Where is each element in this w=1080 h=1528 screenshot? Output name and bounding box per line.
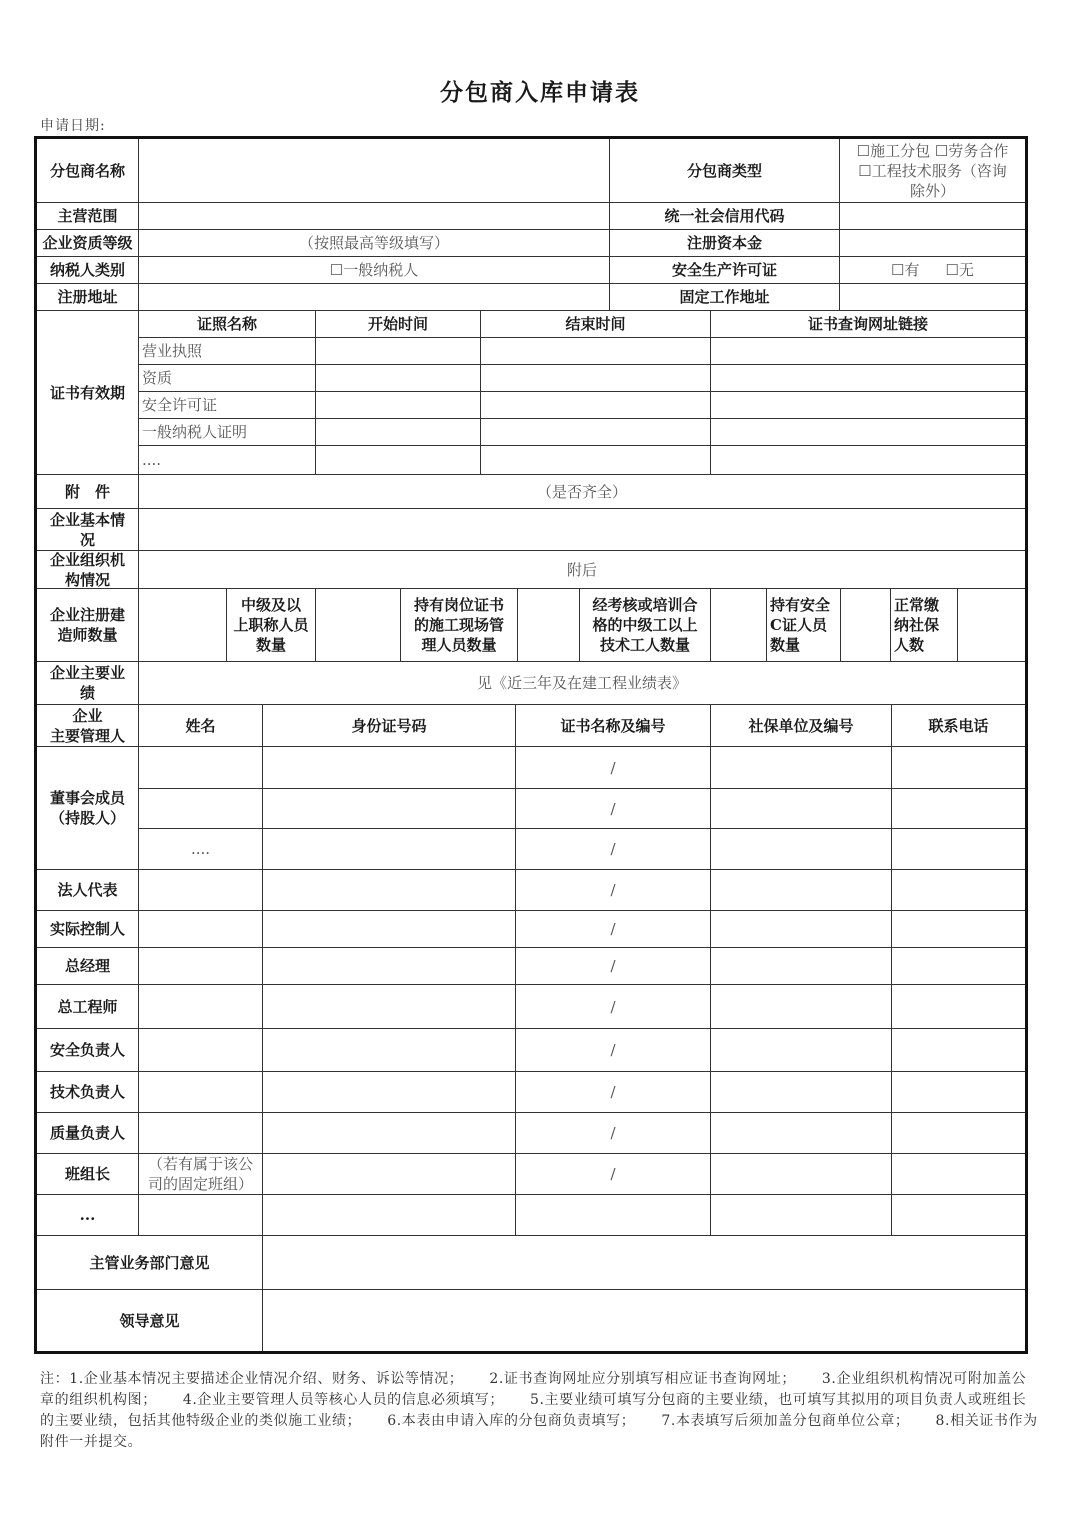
registered-constructors-label-line: 造师数量 [57, 626, 118, 644]
subcontractor-name-field[interactable] [139, 139, 610, 203]
certificate-field[interactable] [711, 446, 1025, 475]
note-4: 4.企业主要管理人员等核心人员的信息必须填写； [182, 1392, 504, 1408]
note-2: 2.证书查询网址应分别填写相应证书查询网址； [489, 1371, 796, 1387]
subcontractor-type-options-line: ☐施工分包 ☐劳务合作 [856, 141, 1009, 160]
taxpayer-type-label: 纳税人类别 [37, 257, 139, 284]
phone-field[interactable] [892, 1195, 1025, 1236]
site-managers-label-line: 理人员数量 [421, 636, 497, 654]
skilled-workers-label-line: 格的中级工以上 [592, 616, 698, 634]
managers-column-header: 社保单位及编号 [711, 705, 892, 747]
social-insurance-unit-field[interactable] [711, 829, 892, 870]
performance-label-line: 企业主要业 [49, 664, 125, 682]
certificate-number-field[interactable]: / [516, 911, 711, 948]
mid-title-staff-label-line: 数量 [255, 636, 286, 654]
social-insurance-label-line: 正常缴 [894, 596, 940, 614]
social-insurance-unit-field[interactable] [711, 1072, 892, 1113]
performance-field[interactable]: 见《近三年及在建工程业绩表》 [139, 662, 1025, 705]
id-number-field[interactable] [263, 1154, 516, 1195]
certificate-field[interactable] [481, 392, 711, 419]
id-number-field[interactable] [263, 789, 516, 829]
certificate-field[interactable] [481, 338, 711, 365]
role-label: 技术负责人 [37, 1072, 139, 1113]
performance-label-line: 绩 [79, 684, 95, 702]
qualification-field[interactable]: （按照最高等级填写） [139, 230, 610, 257]
person-name-field[interactable]: .... [139, 829, 263, 870]
person-name-field[interactable] [139, 1195, 263, 1236]
mid-title-staff-label-line: 上职称人员 [233, 616, 309, 634]
certificate-number-field[interactable]: / [516, 870, 711, 911]
site-managers-label-text [414, 595, 504, 655]
person-name-field[interactable] [139, 911, 263, 948]
phone-field[interactable] [892, 948, 1025, 985]
certificate-row-name: 资质 [139, 365, 316, 392]
business-scope-label: 主营范围 [37, 203, 139, 230]
safety-c-staff-field[interactable] [841, 589, 891, 662]
social-insurance-unit-field[interactable] [711, 1154, 892, 1195]
managers-column-header: 姓名 [139, 705, 263, 747]
social-insurance-unit-field[interactable] [711, 789, 892, 829]
skilled-workers-label [580, 589, 711, 662]
leader-opinion-field[interactable] [263, 1290, 1025, 1351]
phone-field[interactable] [892, 1072, 1025, 1113]
registered-constructors-label-line: 企业注册建 [49, 606, 125, 624]
note-6: 6.本表由申请入库的分包商负责填写； [387, 1413, 636, 1429]
note-8: 8.相关证书作为附件一并提交。 [40, 1413, 1038, 1450]
subcontractor-type-options-text [857, 141, 1009, 201]
managers-header-label-line: 企业 [72, 706, 103, 725]
registered-constructors-label [37, 589, 139, 662]
person-name-field[interactable] [139, 1072, 263, 1113]
person-name-field[interactable] [139, 1113, 263, 1154]
attachment-label: 附 件 [37, 475, 139, 509]
managers-header-label-line: 主要管理人 [49, 726, 125, 745]
certificate-number-field[interactable]: / [516, 948, 711, 985]
certificate-field[interactable] [316, 338, 481, 365]
certificate-field[interactable] [481, 365, 711, 392]
certificate-field[interactable] [316, 446, 481, 475]
skilled-workers-field[interactable] [711, 589, 767, 662]
certificate-field[interactable] [711, 392, 1025, 419]
certificate-number-field[interactable]: / [516, 747, 711, 789]
id-number-field[interactable] [263, 985, 516, 1029]
certificate-field[interactable] [316, 392, 481, 419]
certificate-field[interactable] [711, 419, 1025, 446]
org-info-label-text [50, 550, 125, 590]
mid-title-staff-label [227, 589, 316, 662]
social-insurance-label-line: 纳社保 [894, 616, 940, 634]
social-insurance-unit-field[interactable] [711, 911, 892, 948]
id-number-field[interactable] [263, 1029, 516, 1072]
phone-field[interactable] [892, 870, 1025, 911]
social-insurance-field[interactable] [958, 589, 1025, 662]
taxpayer-checkbox[interactable]: ☐一般纳税人 [139, 257, 610, 284]
role-label: 总经理 [37, 948, 139, 985]
certificate-column-header: 结束时间 [481, 311, 711, 338]
certificate-field[interactable] [316, 419, 481, 446]
safety-license-label: 安全生产许可证 [610, 257, 840, 284]
skilled-workers-label-text [592, 595, 697, 655]
role-label: 质量负责人 [37, 1113, 139, 1154]
registered-address-label: 注册地址 [37, 284, 139, 311]
id-number-field[interactable] [263, 948, 516, 985]
social-insurance-unit-field[interactable] [711, 1029, 892, 1072]
phone-field[interactable] [892, 789, 1025, 829]
performance-label-text [50, 663, 125, 703]
registered-capital-field[interactable] [840, 230, 1025, 257]
managers-column-header: 身份证号码 [263, 705, 516, 747]
safety-license-options [840, 257, 1025, 284]
notes [40, 1369, 1040, 1453]
site-managers-field[interactable] [518, 589, 580, 662]
subcontractor-type-options-line: 除外） [909, 181, 955, 200]
subcontractor-type-label: 分包商类型 [610, 139, 840, 203]
certificate-row-name: 安全许可证 [139, 392, 316, 419]
safety-c-staff-label [767, 589, 841, 662]
registered-constructors-field[interactable] [139, 589, 227, 662]
mid-title-staff-label-line: 中级及以 [240, 596, 301, 614]
work-address-field[interactable] [840, 284, 1025, 311]
certificate-number-field[interactable]: / [516, 1029, 711, 1072]
certificate-row-name: 一般纳税人证明 [139, 419, 316, 446]
registered-capital-label: 注册资本金 [610, 230, 840, 257]
mid-title-staff-field[interactable] [316, 589, 401, 662]
basic-info-label-text [50, 510, 125, 550]
person-name-field[interactable] [139, 789, 263, 829]
phone-field[interactable] [892, 911, 1025, 948]
phone-field[interactable] [892, 1029, 1025, 1072]
person-name-field[interactable] [139, 948, 263, 985]
role-label: 总工程师 [37, 985, 139, 1029]
social-insurance-label-text [894, 595, 939, 655]
managers-column-header: 证书名称及编号 [516, 705, 711, 747]
team-leader-name-field-line: 司的固定班组） [147, 1175, 253, 1193]
org-info-label-line: 企业组织机 [49, 550, 125, 569]
note-7: 7.本表填写后须加盖分包商单位公章； [661, 1413, 910, 1429]
performance-label [37, 662, 139, 705]
certificate-column-header: 证照名称 [139, 311, 316, 338]
certificate-field[interactable] [481, 446, 711, 475]
basic-info-field[interactable] [139, 509, 1025, 551]
id-number-field[interactable] [263, 1113, 516, 1154]
team-leader-name-field-line: （若有属于该公 [147, 1155, 253, 1173]
phone-field[interactable] [892, 1113, 1025, 1154]
site-managers-label-line: 的施工现场管 [413, 616, 504, 634]
certificate-row-name: 营业执照 [139, 338, 316, 365]
social-insurance-unit-field[interactable] [711, 1195, 892, 1236]
basic-info-label-line: 企业基本情 [49, 510, 125, 529]
org-info-label-line: 构情况 [64, 570, 110, 589]
page-title: 分包商入库申请表 [440, 79, 640, 106]
certificate-row-name: .... [139, 446, 316, 475]
certificate-field[interactable] [711, 365, 1025, 392]
team-leader-name-field-text [148, 1154, 253, 1194]
social-insurance-unit-field[interactable] [711, 1113, 892, 1154]
phone-field[interactable] [892, 1154, 1025, 1195]
leader-opinion-label: 领导意见 [37, 1290, 263, 1351]
board-members-label [37, 747, 139, 870]
certificate-field[interactable] [711, 338, 1025, 365]
certificate-number-field[interactable] [516, 1195, 711, 1236]
phone-field[interactable] [892, 747, 1025, 789]
certificate-number-field[interactable]: / [516, 789, 711, 829]
certificate-number-field[interactable]: / [516, 985, 711, 1029]
business-scope-field[interactable] [139, 203, 610, 230]
basic-info-label [37, 509, 139, 551]
note-3: 3.企业组织机构情况可附加盖公章的组织机构图； [40, 1371, 1027, 1408]
org-info-field[interactable]: 附后 [139, 551, 1025, 589]
registered-constructors-label-text [50, 605, 125, 645]
certificate-number-field[interactable]: / [516, 1113, 711, 1154]
more-roles-label: ... [37, 1195, 139, 1236]
managers-column-header: 联系电话 [892, 705, 1025, 747]
id-number-field[interactable] [263, 747, 516, 789]
safety-license-no-checkbox[interactable]: ☐无 [945, 261, 974, 279]
board-members-label-line: 董事会成员 [49, 789, 125, 807]
role-label: 班组长 [37, 1154, 139, 1195]
person-name-field[interactable] [139, 1029, 263, 1072]
board-members-label-text [50, 788, 125, 828]
subcontractor-name-label: 分包商名称 [37, 139, 139, 203]
id-number-field[interactable] [263, 829, 516, 870]
site-managers-label-line: 持有岗位证书 [413, 596, 504, 614]
id-number-field[interactable] [263, 1195, 516, 1236]
social-insurance-unit-field[interactable] [711, 948, 892, 985]
registered-address-field[interactable] [139, 284, 610, 311]
social-insurance-label-line: 人数 [894, 636, 925, 654]
application-form-table [34, 136, 1028, 1354]
mid-title-staff-label-text [233, 595, 308, 655]
team-leader-name-field[interactable] [139, 1154, 263, 1195]
credit-code-label: 统一社会信用代码 [610, 203, 840, 230]
certificate-column-header: 开始时间 [316, 311, 481, 338]
certificate-number-field[interactable]: / [516, 1154, 711, 1195]
basic-info-label-line: 况 [79, 530, 95, 549]
dept-opinion-field[interactable] [263, 1236, 1025, 1290]
skilled-workers-label-line: 经考核或培训合 [592, 596, 698, 614]
site-managers-label [401, 589, 518, 662]
social-insurance-label [891, 589, 958, 662]
certificate-number-field[interactable]: / [516, 1072, 711, 1113]
note-5: 5.主要业绩可填写分包商的主要业绩，也可填写其拟用的项目负责人或班组长的主要业绩，包括其他特级企业的类似施工业绩； [40, 1392, 1027, 1429]
social-insurance-unit-field[interactable] [711, 747, 892, 789]
managers-header-label-text [50, 706, 125, 746]
safety-c-staff-label-text [770, 595, 830, 655]
social-insurance-unit-field[interactable] [711, 870, 892, 911]
id-number-field[interactable] [263, 870, 516, 911]
certificate-number-field[interactable]: / [516, 829, 711, 870]
person-name-field[interactable] [139, 870, 263, 911]
safety-license-yes-checkbox[interactable]: ☐有 [891, 261, 920, 279]
attachment-field[interactable]: （是否齐全） [139, 475, 1025, 509]
subcontractor-type-options-line: ☐工程技术服务（咨询 [858, 161, 1007, 180]
board-members-label-line: （持股人） [49, 809, 125, 827]
note-1: 注：1.企业基本情况主要描述企业情况介绍、财务、诉讼等情况； [40, 1371, 464, 1387]
certificate-field[interactable] [481, 419, 711, 446]
qualification-label: 企业资质等级 [37, 230, 139, 257]
skilled-workers-label-line: 技术工人数量 [599, 636, 690, 654]
person-name-field[interactable] [139, 985, 263, 1029]
certificate-field[interactable] [316, 365, 481, 392]
phone-field[interactable] [892, 829, 1025, 870]
org-info-label [37, 551, 139, 589]
apply-date-label: 申请日期: [40, 118, 106, 134]
certificates-section-label: 证书有效期 [37, 311, 139, 475]
safety-c-staff-label-line: 持有安全 [770, 596, 831, 614]
credit-code-field[interactable] [840, 203, 1025, 230]
safety-c-staff-label-line: 数量 [770, 636, 801, 654]
safety-c-staff-label-line: C证人员 [770, 616, 827, 634]
role-label: 法人代表 [37, 870, 139, 911]
dept-opinion-label: 主管业务部门意见 [37, 1236, 263, 1290]
work-address-label: 固定工作地址 [610, 284, 840, 311]
certificate-column-header: 证书查询网址链接 [711, 311, 1025, 338]
role-label: 实际控制人 [37, 911, 139, 948]
person-name-field[interactable] [139, 747, 263, 789]
role-label: 安全负责人 [37, 1029, 139, 1072]
social-insurance-unit-field[interactable] [711, 985, 892, 1029]
managers-header-label [37, 705, 139, 747]
phone-field[interactable] [892, 985, 1025, 1029]
subcontractor-type-options[interactable] [840, 139, 1025, 203]
id-number-field[interactable] [263, 911, 516, 948]
id-number-field[interactable] [263, 1072, 516, 1113]
